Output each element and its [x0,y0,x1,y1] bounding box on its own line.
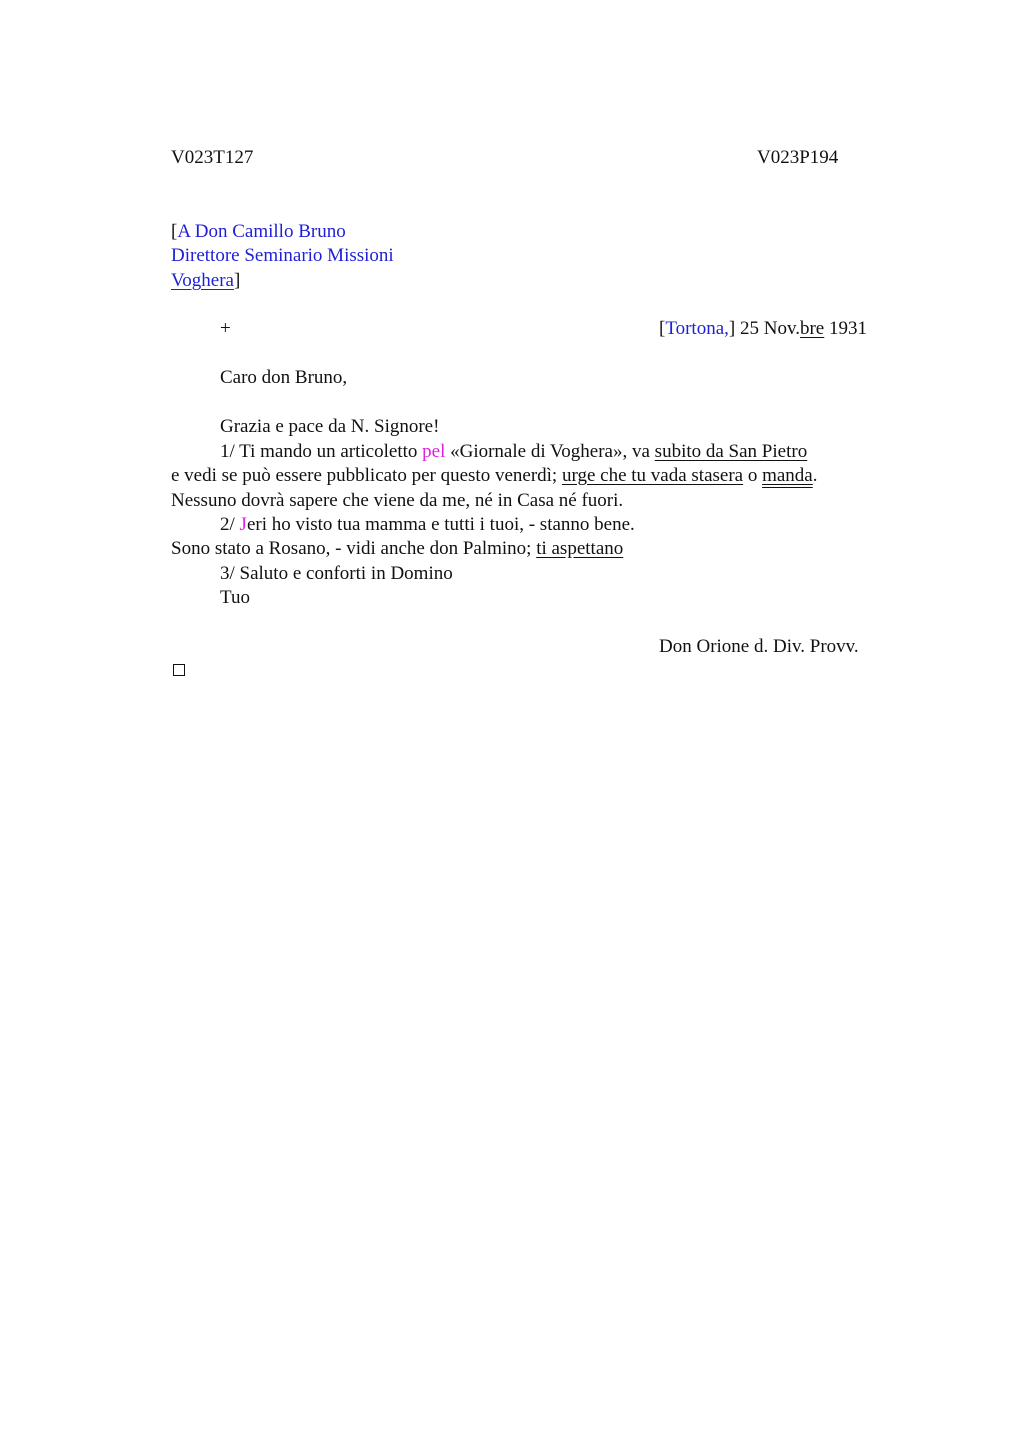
address-line-3: Voghera] [171,270,241,291]
document-code-left: V023T127 [171,147,254,168]
paragraph-1-line-3: Nessuno dovrà sapere che viene da me, né in Casa né fuori. [171,490,624,511]
paragraph-2-line-2: Sono stato a Rosano, - vidi anche don Palmino; ti aspettano [171,538,624,559]
document-code-right: V023P194 [757,147,839,168]
address-line-1: [A Don Camillo Bruno [171,221,346,242]
signature: Don Orione d. Div. Provv. [659,636,859,657]
end-box-mark [173,664,185,676]
paragraph-1-line-2: e vedi se può essere pubblicato per questo venerdì; urge che tu vada stasera o manda. [171,465,818,486]
paragraph-1-line-1: 1/ Ti mando un articoletto pel «Giornale di Voghera», va subito da San Pietro [220,441,808,462]
paragraph-3: 3/ Saluto e conforti in Domino [220,563,453,584]
salutation: Caro don Bruno, [220,367,348,388]
address-line-2: Direttore Seminario Missioni [171,245,394,266]
closing: Tuo [220,587,250,608]
cross-mark: + [220,318,231,339]
greeting: Grazia e pace da N. Signore! [220,416,440,437]
paragraph-2-line-1: 2/ Jeri ho visto tua mamma e tutti i tuoi, - stanno bene. [220,514,635,535]
dateline: [Tortona,] 25 Nov.bre 1931 [659,318,867,339]
